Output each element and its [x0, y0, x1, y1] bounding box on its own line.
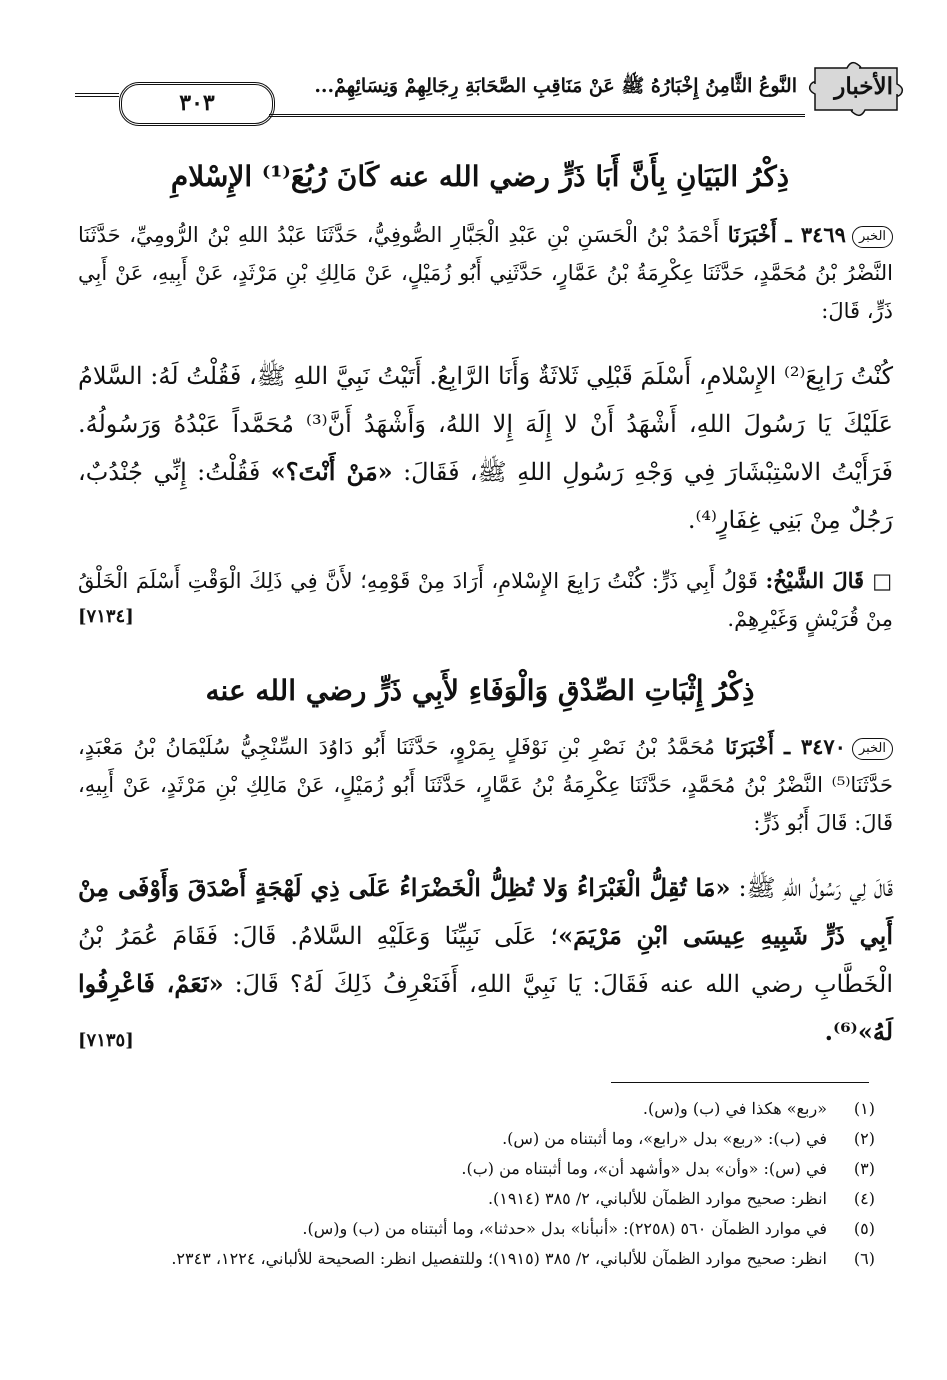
hadith-number: ٣٤٧٠ ـ — [784, 734, 846, 759]
matn-quote-2: «نَعَمْ، فَاعْرِفُوا لَهُ»⁽⁶⁾. — [78, 969, 893, 1046]
running-title: النَّوعُ الثَّامِنُ إِخْبَارُهُ ﷺ عَنْ مَنَاقِبِ الصَّحَابَةِ رِجَالِهِمْ وَنِسَائِهِمْ... — [314, 75, 797, 97]
footnote-item — [60, 1094, 875, 1124]
footnote-text: في موارد الظمآن ٥٦٠ (٢٢٥٨): «أنبأنا» بدل «حدثنا»، وما أثبتناه من (ب) و(س). — [302, 1219, 827, 1238]
footnote-text: «ربع» هكذا في (ب) و(س). — [642, 1099, 827, 1118]
hadith-3470-matn — [78, 864, 893, 1056]
footnote-text: في (ب): «ربع» بدل «رابع»، وما أثبتناه من (س). — [502, 1129, 827, 1148]
hadith-3470-isnad — [78, 728, 893, 842]
footnote-item — [60, 1154, 875, 1184]
matn-quote: «مَنْ أَنْتَ؟» — [270, 457, 393, 486]
reference-7134: [٧١٣٤] — [78, 606, 134, 627]
reference-7135: [٧١٣٥] — [78, 1030, 134, 1051]
footnote-number: (٤) — [853, 1189, 875, 1208]
header-rule — [269, 114, 805, 117]
shaykh-comment — [78, 562, 893, 638]
footnote-text: انظر: صحيح موارد الظمآن للألباني، ٢/ ٣٨٥ (١٩١٤). — [487, 1189, 827, 1208]
footnote-item — [60, 1244, 875, 1274]
matn-quote: «مَا تُقِلُّ الْغَبْرَاءُ وَلا تُظِلُّ الْخَضْرَاءُ عَلَى ذِي لَهْجَةٍ أَصْدَقَ وَأَوْفَى مِنْ أَبِي ذَرٍّ شَبِيهِ عِيسَى ابْنِ مَرْيَمَ» — [78, 873, 893, 950]
isnad-text: أَحْمَدُ بْنُ الْحَسَنِ بْنِ عَبْدِ الْجَبَّارِ الصُّوفِيُّ، حَدَّثَنَا عَبْدُ اللهِ بْنُ الرُّومِيِّ، حَدَّثَنَا النَّضْرُ بْنُ مُحَمَّدٍ، حَدَّثَنَا عِكْرِمَةُ بْنُ عَمَّارٍ، حَدَّثَنِي أَبُو زُمَيْلٍ، عَنْ مَالِكِ بْنِ مَرْثَدٍ، عَنْ أَبِيهِ، عَنْ أَبِي ذَرٍّ، قَالَ: — [78, 223, 893, 323]
footnote-number: (٣) — [853, 1159, 875, 1178]
shaykh-text: قَوْلُ أَبِي ذَرٍّ: كُنْتُ رَابِعَ الإِسْلامِ، أَرَادَ مِنْ قَوْمِهِ؛ لأَنَّ فِي ذَلِكَ الْوَقْتِ أَسْلَمَ الْخَلْقُ مِنْ قُرَيْشٍ وَغَيْرِهِمْ. — [78, 569, 893, 631]
isnad-lead: أَخْبَرَنَا — [727, 222, 777, 247]
matn-text: قَالَ لِي رَسُولُ اللهِ ﷺ: — [738, 874, 894, 902]
page-header — [75, 60, 905, 126]
matn-end: فَقُلْتُ: إِنِّي جُنْدُبٌ، رَجُلٌ مِنْ بَنِي غِفَارٍ⁽⁴⁾. — [78, 458, 893, 534]
isnad-lead: أَخْبَرَنَا — [724, 734, 774, 759]
footnote-number: (٦) — [853, 1249, 875, 1268]
footnote-number: (٥) — [853, 1219, 875, 1238]
footnote-item — [60, 1124, 875, 1154]
khabar-tag: الخبر — [852, 226, 893, 248]
isnad-text: مُحَمَّدُ بْنُ نَصْرِ بْنِ نَوْفَلٍ بِمَرْوٍ، حَدَّثَنَا أَبُو دَاوُدَ السِّنْجِيُّ سُلَيْمَانُ بْنُ مَعْبَدٍ، حَدَّثَنَا⁽⁵⁾ النَّضْرُ بْنُ مُحَمَّدٍ، حَدَّثَنَا عِكْرِمَةُ بْنُ عَمَّارٍ، حَدَّثَنَا أَبُو زُمَيْلٍ، عَنْ مَالِكِ بْنِ مَرْثَدٍ، عَنْ أَبِيهِ، قَالَ: قَالَ أَبُو ذَرٍّ: — [78, 735, 893, 835]
footnote-text: في (س): «وأن» بدل «وأشهد أن»، وما أثبتناه من (ب). — [461, 1159, 827, 1178]
footnote-rule — [611, 1082, 869, 1083]
footnotes — [60, 1094, 875, 1274]
section-heading-1: ذِكْرُ البَيَانِ بِأَنَّ أَبَا ذَرٍّ رضي الله عنه كَانَ رُبُعَ⁽¹⁾ الإِسْلامِ — [170, 160, 790, 193]
matn-text: كُنْتُ رَابِعَ⁽²⁾ الإِسْلامِ، أَسْلَمَ قَبْلِي ثَلاثَةٌ وَأَنَا الرَّابِعُ. أَتَيْتُ نَبِيَّ اللهِ ﷺ، فَقُلْتُ لَهُ: السَّلامُ عَلَيْكَ يَا رَسُولَ اللهِ، أَشْهَدُ أَنْ لا إِلَهَ إِلا اللهُ، وَأَشْهَدُ أَنَّ⁽³⁾ مُحَمَّداً عَبْدُهُ وَرَسُولُهُ. فَرَأَيْتُ الاسْتِبْشَارَ فِي وَجْهِ رَسُولِ اللهِ ﷺ، فَقَالَ: — [78, 362, 894, 486]
shaykh-label: □ قَالَ الشَّيْخُ: — [765, 568, 893, 593]
matn-end: ؛ عَلَى نَبِيِّنَا وَعَلَيْهِ السَّلامُ. قَالَ: فَقَامَ عُمَرُ بْنُ الْخَطَّابِ رضي الله عنه فَقَالَ: يَا نَبِيَّ اللهِ، أَفَنَعْرِفُ ذَلِكَ لَهُ؟ قَالَ: — [78, 922, 894, 998]
badge-label: الأخبار — [834, 73, 893, 100]
hadith-3469-isnad — [78, 216, 893, 330]
footnote-text: انظر: صحيح موارد الظمآن للألباني، ٢/ ٣٨٥ (١٩١٥)؛ وللتفصيل انظر: الصحيحة للألباني، ١٢٢٤، ٢٣٤٣. — [171, 1249, 827, 1268]
khabar-tag: الخبر — [852, 738, 893, 760]
header-rule-left — [75, 93, 119, 97]
page-number: ٣٠٣ — [179, 90, 215, 116]
footnote-item — [60, 1184, 875, 1214]
footnote-number: (١) — [853, 1099, 875, 1118]
footnote-number: (٢) — [853, 1129, 875, 1148]
hadith-3469-matn — [78, 352, 893, 544]
footnote-item — [60, 1214, 875, 1244]
section-heading-2: ذِكْرُ إِثْبَاتِ الصِّدْقِ وَالْوَفَاءِ لأَبِي ذَرٍّ رضي الله عنه — [205, 674, 755, 707]
hadith-number: ٣٤٦٩ ـ — [785, 222, 846, 247]
